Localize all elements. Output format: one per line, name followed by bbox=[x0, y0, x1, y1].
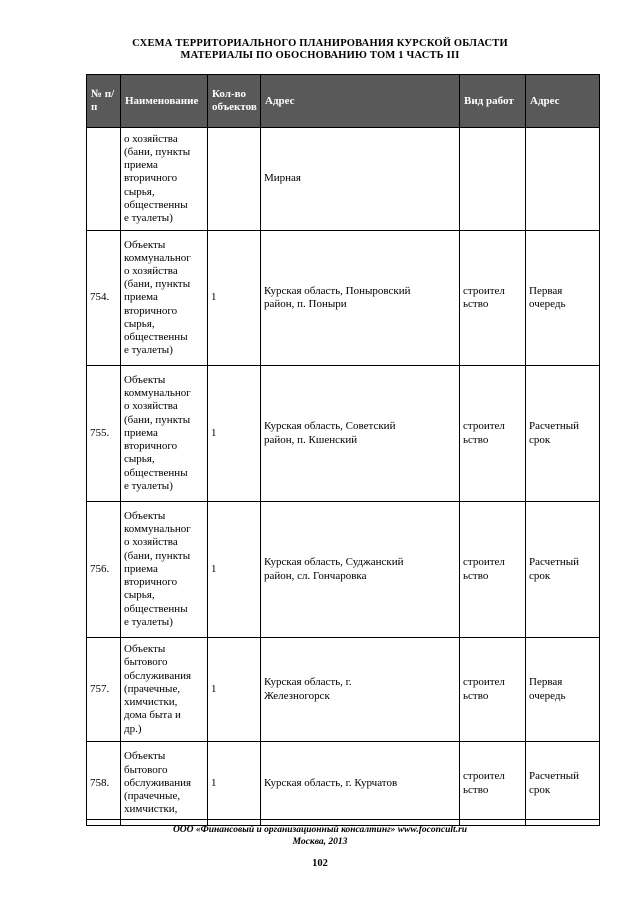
object-name-line: Объекты bbox=[124, 510, 166, 523]
term bbox=[526, 128, 600, 231]
term-line: Расчетный bbox=[529, 556, 580, 569]
object-name bbox=[121, 366, 208, 502]
object-name-line: общественны bbox=[124, 331, 188, 343]
object-name-line: (бани, пункты bbox=[124, 413, 191, 426]
work-type bbox=[460, 366, 526, 502]
object-name-line: приема bbox=[124, 426, 158, 439]
object-name-line: (прачечные, bbox=[124, 790, 181, 803]
object-name-line: вторичного bbox=[124, 304, 178, 317]
object-name-line: сырья, bbox=[124, 589, 155, 602]
object-name-line: коммунальног bbox=[124, 523, 191, 536]
object-address-line: район, сл. Гончаровка bbox=[264, 569, 367, 582]
table-row bbox=[87, 128, 600, 231]
object-name-line: Объекты bbox=[124, 374, 166, 387]
work-type-line: строител bbox=[463, 556, 505, 569]
object-name-line: Объекты bbox=[124, 238, 166, 251]
table-row bbox=[87, 638, 600, 742]
object-name-line: (бани, пункты bbox=[124, 278, 191, 291]
object-name-line: химчистки, bbox=[124, 696, 178, 709]
object-name-line: коммунальног bbox=[124, 387, 191, 400]
object-name-line: сырья, bbox=[124, 185, 155, 198]
object-name-line: (бани, пункты bbox=[124, 549, 191, 562]
row-number: 756. bbox=[87, 502, 121, 638]
term-line: Расчетный bbox=[529, 770, 580, 783]
objects-table bbox=[86, 74, 600, 826]
object-name-line: о хозяйства bbox=[124, 264, 178, 277]
object-name-line: Объекты bbox=[124, 750, 166, 763]
table-row bbox=[87, 502, 600, 638]
object-name bbox=[121, 638, 208, 742]
object-address bbox=[261, 502, 460, 638]
work-type-line: ьство bbox=[463, 569, 489, 582]
term-line: очередь bbox=[529, 298, 566, 310]
object-name-line: др.) bbox=[124, 722, 142, 735]
row-number: 754. bbox=[87, 231, 121, 366]
object-name-line: о хозяйства bbox=[124, 400, 178, 413]
object-address-line: район, п. Кшенский bbox=[264, 433, 358, 446]
object-name bbox=[121, 742, 208, 826]
work-type bbox=[460, 742, 526, 826]
object-address bbox=[261, 638, 460, 742]
object-name-line: вторичного bbox=[124, 576, 178, 589]
object-name-line: о хозяйства bbox=[124, 132, 178, 145]
object-address bbox=[261, 366, 460, 502]
work-type bbox=[460, 638, 526, 742]
object-name-line: вторичного bbox=[124, 440, 178, 453]
object-name-line: коммунальног bbox=[124, 251, 191, 264]
object-count: 1 bbox=[208, 231, 261, 366]
term-line: очередь bbox=[529, 689, 566, 702]
object-name-line: о хозяйства bbox=[124, 536, 178, 549]
work-type bbox=[460, 231, 526, 366]
object-address-line: Железногорск bbox=[264, 689, 330, 702]
object-address-line: Курская область, г. Курчатов bbox=[264, 776, 398, 789]
work-type-line: ьство bbox=[463, 783, 489, 796]
term-line: срок bbox=[529, 783, 551, 796]
document-footer bbox=[0, 824, 640, 848]
table-row bbox=[87, 231, 600, 366]
footer-company: ООО «Финансовый и организационный консалтинг» www.foconcult.ru bbox=[172, 825, 468, 835]
object-name-line: приема bbox=[124, 562, 158, 575]
page-number: 102 bbox=[312, 858, 328, 869]
term-line: Первая bbox=[529, 284, 563, 297]
footer-divider bbox=[87, 819, 599, 820]
table-header-row bbox=[87, 75, 600, 128]
object-name-line: общественны bbox=[124, 198, 188, 211]
header-subtitle: МАТЕРИАЛЫ ПО ОБОСНОВАНИЮ ТОМ 1 ЧАСТЬ III bbox=[180, 50, 460, 61]
object-name bbox=[121, 128, 208, 231]
term bbox=[526, 502, 600, 638]
object-count: 1 bbox=[208, 502, 261, 638]
work-type-line: ьство bbox=[463, 298, 489, 310]
object-count: 1 bbox=[208, 366, 261, 502]
work-type-line: строител bbox=[463, 676, 505, 689]
object-name-line: приема bbox=[124, 291, 158, 304]
term bbox=[526, 638, 600, 742]
object-name-line: бытового bbox=[124, 763, 168, 776]
work-type-line: ьство bbox=[463, 433, 489, 446]
object-address-line: Курская область, Суджанский bbox=[264, 556, 404, 569]
object-name-line: обслуживания bbox=[124, 669, 192, 682]
table-body bbox=[87, 128, 600, 826]
object-name-line: (прачечные, bbox=[124, 682, 181, 695]
object-name-line: общественны bbox=[124, 466, 188, 479]
row-number: 755. bbox=[87, 366, 121, 502]
work-type-line: строител bbox=[463, 770, 505, 783]
document-header bbox=[0, 38, 640, 62]
object-name-line: (бани, пункты bbox=[124, 145, 191, 158]
object-name-line: е туалеты) bbox=[124, 212, 173, 224]
table-row bbox=[87, 742, 600, 826]
object-name-line: вторичного bbox=[124, 172, 178, 185]
object-address-line: Курская область, Поныровский bbox=[264, 284, 411, 297]
col-header-work-type: Вид работ bbox=[460, 75, 526, 128]
object-name-line: е туалеты) bbox=[124, 344, 173, 357]
work-type-line: строител bbox=[463, 420, 505, 433]
term-line: срок bbox=[529, 433, 551, 446]
object-name bbox=[121, 231, 208, 366]
header-title: СХЕМА ТЕРРИТОРИАЛЬНОГО ПЛАНИРОВАНИЯ КУРСКОЙ ОБЛАСТИ bbox=[132, 38, 508, 49]
object-address-line: Мирная bbox=[264, 172, 301, 185]
object-name-line: обслуживания bbox=[124, 776, 192, 789]
object-name-line: общественны bbox=[124, 602, 188, 615]
object-address bbox=[261, 742, 460, 826]
object-count bbox=[208, 128, 261, 231]
term-line: Расчетный bbox=[529, 420, 580, 433]
col-header-number: № п/п bbox=[87, 75, 121, 128]
object-name-line: Объекты bbox=[124, 643, 166, 656]
object-name-line: сырья, bbox=[124, 317, 155, 330]
object-count: 1 bbox=[208, 742, 261, 826]
object-address bbox=[261, 128, 460, 231]
object-name-line: химчистки, bbox=[124, 803, 178, 816]
term bbox=[526, 366, 600, 502]
work-type-line: строител bbox=[463, 284, 505, 297]
object-name-line: приема bbox=[124, 159, 158, 172]
object-name-line: дома быта и bbox=[124, 709, 181, 722]
object-name-line: е туалеты) bbox=[124, 479, 173, 492]
term-line: срок bbox=[529, 569, 551, 582]
row-number: 757. bbox=[87, 638, 121, 742]
object-address-line: район, п. Поныри bbox=[264, 298, 347, 310]
work-type-line: ьство bbox=[463, 689, 489, 702]
work-type bbox=[460, 502, 526, 638]
object-name bbox=[121, 502, 208, 638]
work-type bbox=[460, 128, 526, 231]
col-header-term: Адрес bbox=[526, 75, 600, 128]
footer-city: Москва, 2013 bbox=[292, 837, 348, 847]
row-number: 758. bbox=[87, 742, 121, 826]
object-name-line: бытового bbox=[124, 656, 168, 669]
term bbox=[526, 231, 600, 366]
object-name-line: е туалеты) bbox=[124, 615, 173, 628]
object-address-line: Курская область, г. bbox=[264, 676, 352, 689]
object-address bbox=[261, 231, 460, 366]
term bbox=[526, 742, 600, 826]
col-header-name: Наименование bbox=[121, 75, 208, 128]
table-row bbox=[87, 366, 600, 502]
object-name-line: сырья, bbox=[124, 453, 155, 466]
object-count: 1 bbox=[208, 638, 261, 742]
col-header-address: Адрес bbox=[261, 75, 460, 128]
term-line: Первая bbox=[529, 676, 563, 689]
object-address-line: Курская область, Советский bbox=[264, 420, 396, 433]
col-header-count: Кол-во объектов bbox=[208, 75, 261, 128]
row-number bbox=[87, 128, 121, 231]
